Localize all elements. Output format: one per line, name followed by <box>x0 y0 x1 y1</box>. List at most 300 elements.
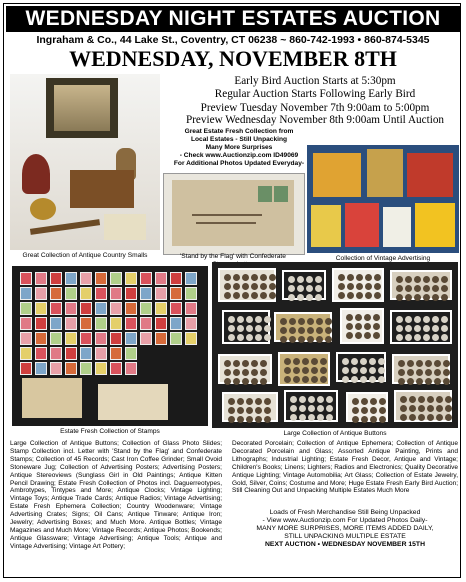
button-item <box>311 367 318 374</box>
button-item <box>414 285 421 292</box>
button-item <box>432 285 439 292</box>
button-item <box>400 396 407 403</box>
stamp <box>155 272 167 285</box>
button-item <box>441 334 448 341</box>
button-item <box>246 398 253 405</box>
button-card <box>282 270 326 300</box>
button-item <box>441 294 448 301</box>
button-card <box>278 352 330 386</box>
ad-poster <box>415 203 455 247</box>
button-item <box>364 323 371 330</box>
button-item <box>317 396 324 403</box>
button-item <box>233 378 240 385</box>
closing-line-4: STILL UNPACKING MULTIPLE ESTATE <box>284 533 406 541</box>
caption-letter-line-1: 'Stand by the Flag' with Confederate <box>180 253 286 260</box>
preview-tuesday: Preview Tuesday November 7th 9:00am to 5:00pm <box>200 102 430 114</box>
button-item <box>251 360 258 367</box>
button-item <box>251 369 258 376</box>
bookends <box>104 214 146 240</box>
button-item <box>293 358 300 365</box>
button-item <box>260 378 267 385</box>
button-item <box>284 376 291 383</box>
button-item <box>364 314 371 321</box>
button-item <box>356 274 363 281</box>
closing-block <box>232 509 458 549</box>
caption-buttons: Large Collection of Antique Buttons <box>283 430 387 437</box>
button-item <box>251 292 258 299</box>
button-item <box>316 318 323 325</box>
stamp <box>65 362 77 375</box>
button-item <box>409 414 416 421</box>
button-item <box>224 378 231 385</box>
button-item <box>308 405 315 412</box>
button-item <box>436 405 443 412</box>
promo-line-5: For Additional Photos Updated Everyday- <box>173 160 305 167</box>
button-item <box>325 327 332 334</box>
button-item <box>264 416 271 423</box>
button-item <box>242 274 249 281</box>
button-item <box>378 358 385 365</box>
stamp <box>50 287 62 300</box>
button-item <box>308 414 315 421</box>
stamp <box>80 287 92 300</box>
button-item <box>242 292 249 299</box>
button-item <box>338 274 345 281</box>
stamp <box>140 332 152 345</box>
antique-buttons-photo <box>212 262 458 428</box>
button-item <box>255 316 262 323</box>
button-item <box>414 334 421 341</box>
button-item <box>280 318 287 325</box>
button-card <box>392 354 450 384</box>
stamp <box>35 302 47 315</box>
stamp <box>140 272 152 285</box>
stamp <box>155 317 167 330</box>
stamp <box>35 272 47 285</box>
envelope <box>172 180 294 246</box>
button-item <box>355 314 362 321</box>
button-item <box>284 358 291 365</box>
stamp <box>170 287 182 300</box>
button-item <box>378 367 385 374</box>
button-item <box>432 294 439 301</box>
button-item <box>369 358 376 365</box>
button-item <box>320 376 327 383</box>
button-item <box>289 318 296 325</box>
button-item <box>351 358 358 365</box>
closing-line-3: MANY MORE SURPRISES, MORE ITEMS ADDED DAILY, <box>256 525 434 533</box>
button-item <box>361 407 368 414</box>
button-item <box>224 369 231 376</box>
button-item <box>284 367 291 374</box>
button-item <box>302 367 309 374</box>
framed-picture <box>46 78 118 138</box>
button-item <box>398 378 405 385</box>
button-item <box>246 325 253 332</box>
button-item <box>224 274 231 281</box>
button-item <box>255 416 262 423</box>
button-item <box>307 336 314 343</box>
button-item <box>326 414 333 421</box>
button-item <box>432 334 439 341</box>
button-item <box>360 367 367 374</box>
button-item <box>423 325 430 332</box>
button-item <box>224 283 231 290</box>
wooden-box <box>70 170 134 208</box>
stamp <box>95 272 107 285</box>
button-item <box>352 398 359 405</box>
button-item <box>264 334 271 341</box>
button-item <box>297 276 304 283</box>
button-item <box>427 405 434 412</box>
button-item <box>409 396 416 403</box>
stamp <box>170 272 182 285</box>
stamp <box>65 332 77 345</box>
stamp <box>125 362 137 375</box>
stamp <box>50 317 62 330</box>
button-item <box>407 369 414 376</box>
button-item <box>306 285 313 292</box>
button-item <box>280 336 287 343</box>
button-item <box>445 414 452 421</box>
button-item <box>405 285 412 292</box>
button-item <box>246 316 253 323</box>
stamp <box>20 362 32 375</box>
button-item <box>264 407 271 414</box>
button-item <box>398 360 405 367</box>
button-item <box>373 332 380 339</box>
old-envelope <box>98 384 168 420</box>
ad-poster <box>311 205 341 247</box>
stamp <box>20 332 32 345</box>
stamp <box>65 272 77 285</box>
brass-item <box>30 198 56 220</box>
button-item <box>317 405 324 412</box>
promo-line-2: Local Estates - Still Unpacking <box>191 136 287 143</box>
button-item <box>374 292 381 299</box>
button-item <box>414 276 421 283</box>
caption-smalls: Great Collection of Antique Country Smalls <box>22 252 148 259</box>
stamp <box>110 302 122 315</box>
stamp <box>50 362 62 375</box>
button-item <box>342 376 349 383</box>
button-item <box>434 378 441 385</box>
button-item <box>405 276 412 283</box>
button-item <box>396 325 403 332</box>
button-item <box>298 336 305 343</box>
button-item <box>414 294 421 301</box>
button-item <box>338 292 345 299</box>
auction-title: WEDNESDAY NIGHT ESTATES AUCTION <box>6 6 460 32</box>
button-item <box>379 416 386 423</box>
button-item <box>297 294 304 301</box>
button-item <box>434 369 441 376</box>
button-item <box>396 334 403 341</box>
stamp <box>95 287 107 300</box>
auctioneer-address: Ingraham & Co., 44 Lake St., Coventry, CT 06238 ~ 860-742-1993 • 860-874-5345 <box>36 34 430 46</box>
promo-line-1: Great Estate Fresh Collection from <box>184 128 294 135</box>
next-auction: NEXT AUCTION • WEDNESDAY NOVEMBER 15TH <box>265 541 425 549</box>
button-item <box>260 283 267 290</box>
stamp <box>170 332 182 345</box>
vintage-advertising-photo <box>307 145 459 253</box>
button-item <box>405 294 412 301</box>
button-item <box>228 398 235 405</box>
button-item <box>224 360 231 367</box>
button-item <box>325 336 332 343</box>
button-item <box>260 369 267 376</box>
button-item <box>316 336 323 343</box>
button-item <box>396 276 403 283</box>
button-item <box>269 283 276 290</box>
button-item <box>434 360 441 367</box>
button-item <box>260 274 267 281</box>
button-item <box>290 405 297 412</box>
button-item <box>299 414 306 421</box>
button-item <box>373 314 380 321</box>
button-item <box>228 316 235 323</box>
old-envelope <box>22 378 82 418</box>
button-item <box>352 416 359 423</box>
button-item <box>418 414 425 421</box>
button-card <box>394 390 452 422</box>
promo-note <box>170 128 308 168</box>
button-item <box>416 378 423 385</box>
button-item <box>342 367 349 374</box>
button-item <box>445 396 452 403</box>
button-item <box>255 407 262 414</box>
stamp <box>50 347 62 360</box>
stamp <box>35 317 47 330</box>
stamp <box>20 272 32 285</box>
stamp <box>80 317 92 330</box>
button-item <box>407 378 414 385</box>
early-bird-time: Early Bird Auction Starts at 5:30pm <box>234 75 396 87</box>
button-item <box>436 396 443 403</box>
button-card <box>218 354 272 384</box>
button-item <box>237 407 244 414</box>
stamp <box>20 347 32 360</box>
button-item <box>233 360 240 367</box>
button-item <box>288 285 295 292</box>
button-item <box>326 405 333 412</box>
button-item <box>416 369 423 376</box>
stamp <box>95 362 107 375</box>
button-item <box>373 323 380 330</box>
stamp <box>80 272 92 285</box>
button-card <box>340 308 384 344</box>
button-item <box>242 378 249 385</box>
button-item <box>400 405 407 412</box>
button-item <box>298 318 305 325</box>
button-item <box>311 376 318 383</box>
stamp <box>35 332 47 345</box>
stamp <box>35 362 47 375</box>
button-item <box>361 416 368 423</box>
button-item <box>425 369 432 376</box>
stamp <box>125 332 137 345</box>
button-item <box>347 283 354 290</box>
button-item <box>369 367 376 374</box>
button-item <box>260 360 267 367</box>
button-item <box>237 316 244 323</box>
button-item <box>369 376 376 383</box>
button-item <box>306 276 313 283</box>
button-item <box>443 378 450 385</box>
button-item <box>405 334 412 341</box>
description-left: Large Collection of Antique Buttons; Collection of Glass Photo Slides; Stamp Collection incl. Letter with 'Stand by the Flag' and Confederate Stamps; Collection of 45 Records; Cast Iron Coffee Grinder; Small Ovoid Stoneware Jug; Collection of Advertising Posters; Advertising Posters; Antique Stereoviews (Sunglass Girl in Old Paintings; Antique Kitten Pencil Drawing; Estate Fresh Collection of Photos incl. Daguerreotypes, Ambrotypes, Tintypes and More; Antique Clocks; Vintage Lighting; Vintage Toys; Antique Trade Cards; Antique Radios; Vintage Advertising; Estate Fresh Ephemera Collection; Country Woodenware; Vintage Advertising Crates; Signs; Oil Cans; Antique Tinware; Antique Iron; Jewelry; Advertising Boxes; and Much More. Antique Bottles; Vintage Magazines and Much More; Vintage Records; Antique Photos; Bookends; Antique Glassware; Vintage Advertising; Antique Tools; Antique and Vintage Advertising; Vintage Art Pottery; <box>10 440 222 550</box>
button-item <box>288 294 295 301</box>
button-item <box>425 360 432 367</box>
button-item <box>365 274 372 281</box>
button-item <box>443 360 450 367</box>
button-item <box>298 327 305 334</box>
stamp <box>80 302 92 315</box>
stamp <box>95 332 107 345</box>
button-item <box>396 294 403 301</box>
button-item <box>347 274 354 281</box>
button-item <box>370 407 377 414</box>
button-item <box>326 396 333 403</box>
stamp <box>80 347 92 360</box>
button-item <box>316 327 323 334</box>
button-item <box>374 283 381 290</box>
ad-poster <box>313 153 361 197</box>
button-item <box>441 316 448 323</box>
button-item <box>299 396 306 403</box>
button-item <box>255 334 262 341</box>
button-item <box>441 276 448 283</box>
button-item <box>365 283 372 290</box>
button-item <box>246 416 253 423</box>
button-item <box>432 276 439 283</box>
promo-line-4: - Check www.Auctionzip.com ID49069 <box>179 152 299 159</box>
stamp <box>50 272 62 285</box>
button-item <box>355 323 362 330</box>
button-item <box>264 325 271 332</box>
stamp <box>140 317 152 330</box>
button-item <box>364 332 371 339</box>
wooden-tool <box>30 219 100 235</box>
button-item <box>290 396 297 403</box>
closing-line-1: Loads of Fresh Merchandise Still Being Unpacked <box>269 509 421 516</box>
button-item <box>418 405 425 412</box>
button-item <box>269 292 276 299</box>
button-item <box>432 325 439 332</box>
button-item <box>288 276 295 283</box>
button-item <box>237 325 244 332</box>
button-item <box>374 274 381 281</box>
button-item <box>315 276 322 283</box>
stamp <box>170 317 182 330</box>
button-item <box>269 274 276 281</box>
button-card <box>222 310 270 344</box>
button-item <box>260 292 267 299</box>
button-item <box>264 316 271 323</box>
button-item <box>308 396 315 403</box>
button-item <box>423 334 430 341</box>
button-item <box>414 316 421 323</box>
button-card <box>222 392 278 422</box>
button-item <box>251 378 258 385</box>
stamp <box>155 302 167 315</box>
stamp <box>80 362 92 375</box>
button-item <box>351 367 358 374</box>
button-item <box>228 416 235 423</box>
ad-poster <box>367 149 403 197</box>
stamp <box>125 287 137 300</box>
auction-date: WEDNESDAY, NOVEMBER 8TH <box>69 46 397 71</box>
confederate-letter-photo <box>163 173 305 255</box>
button-item <box>242 369 249 376</box>
button-item <box>338 283 345 290</box>
button-item <box>379 398 386 405</box>
button-card <box>218 268 276 302</box>
stamp <box>110 332 122 345</box>
button-item <box>233 292 240 299</box>
stamp <box>110 272 122 285</box>
button-item <box>251 283 258 290</box>
button-item <box>289 327 296 334</box>
button-card <box>390 270 452 300</box>
button-item <box>302 358 309 365</box>
coffee-grinder <box>22 154 50 194</box>
button-item <box>445 405 452 412</box>
button-item <box>237 398 244 405</box>
button-item <box>370 398 377 405</box>
button-item <box>228 334 235 341</box>
button-item <box>416 360 423 367</box>
button-item <box>407 360 414 367</box>
button-item <box>233 283 240 290</box>
stamp <box>125 302 137 315</box>
button-card <box>274 312 332 342</box>
button-item <box>325 318 332 325</box>
button-item <box>280 327 287 334</box>
stamp <box>125 272 137 285</box>
button-card <box>390 310 452 344</box>
button-item <box>342 358 349 365</box>
button-item <box>233 274 240 281</box>
button-item <box>320 367 327 374</box>
stamp <box>35 347 47 360</box>
stamp <box>65 302 77 315</box>
stamp <box>95 347 107 360</box>
button-item <box>228 325 235 332</box>
button-item <box>365 292 372 299</box>
ad-poster <box>383 207 411 247</box>
button-item <box>427 414 434 421</box>
button-item <box>264 398 271 405</box>
button-item <box>346 332 353 339</box>
closing-line-2: - View www.Auctionzip.com For Updated Photos Daily- <box>262 517 428 525</box>
stamp-collection-photo <box>12 266 208 426</box>
button-item <box>347 292 354 299</box>
button-item <box>242 360 249 367</box>
stamp <box>155 332 167 345</box>
button-item <box>356 283 363 290</box>
stamp <box>80 332 92 345</box>
button-item <box>255 398 262 405</box>
button-item <box>378 376 385 383</box>
button-item <box>251 274 258 281</box>
button-item <box>361 398 368 405</box>
button-item <box>317 414 324 421</box>
button-item <box>233 369 240 376</box>
button-item <box>356 292 363 299</box>
button-item <box>290 414 297 421</box>
button-item <box>423 294 430 301</box>
